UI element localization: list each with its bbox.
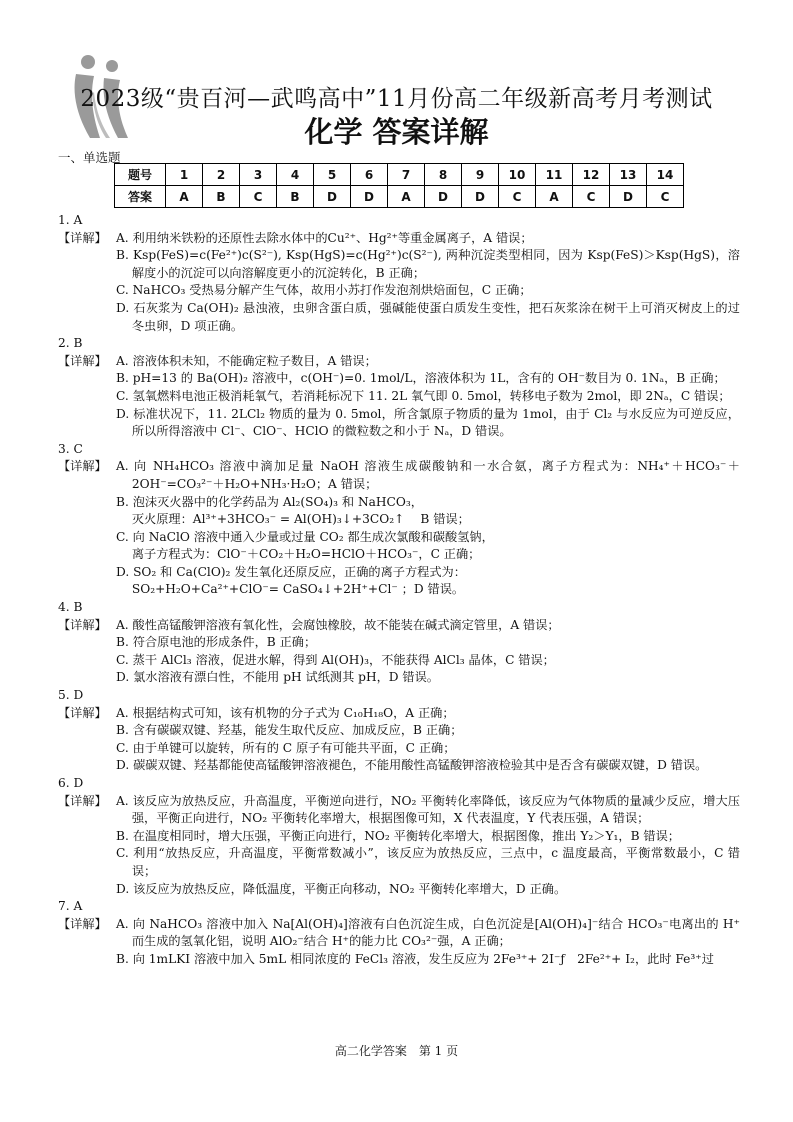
explanation-option: A. 酸性高锰酸钾溶液有氧化性，会腐蚀橡胶，故不能装在碱式滴定管里，A 错误； [116,617,560,632]
explanations [58,212,740,969]
indent-spacer [58,388,116,406]
explanation-row [58,828,740,846]
answer-cell: C [499,186,536,208]
indent-spacer [58,828,116,846]
explanation-row [58,353,740,371]
answer-table-row-label: 题号 [115,164,166,186]
explanation-option: B. 泡沫灭火器中的化学药品为 Al₂(SO₄)₃ 和 NaHCO₃， 灭火原理：Al³⁺+3HCO₃⁻ = Al(OH)₃↓+3CO₂↑ B 错误； [116,494,470,527]
indent-spacer [58,652,116,670]
explanation-option: B. pH=13 的 Ba(OH)₂ 溶液中，c(OH⁻)=0. 1mol/L，溶液体积为 1L，含有的 OH⁻数目为 0. 1Nₐ，B 正确； [116,371,726,386]
indent-spacer [58,564,116,599]
question-number-cell: 2 [203,164,240,186]
explanation-option: A. 向 NaHCO₃ 溶液中加入 Na[Al(OH)₄]溶液有白色沉淀生成，白色沉淀是[Al(OH)₄]⁻结合 HCO₃⁻电离出的 H⁺而生成的氢氧化铝，说明 AlO₂⁻结合 H⁺的能力比 CO₃²⁻强，A 正确； [116,916,740,949]
question-number-cell: 14 [647,164,684,186]
explanation-option: B. 含有碳碳双键、羟基，能发生取代反应、加成反应，B 正确； [116,723,463,738]
question-number-cell: 13 [610,164,647,186]
answer-cell: A [166,186,203,208]
explanation-option: A. 利用纳米铁粉的还原性去除水体中的Cu²⁺、Hg²⁺等重金属离子，A 错误； [116,230,533,245]
detail-tag: 【详解】 [58,617,107,632]
indent-spacer [58,634,116,652]
explanation-row [58,406,740,441]
explanation-option: A. 溶液体积未知，不能确定粒子数目，A 错误； [116,353,377,368]
detail-tag: 【详解】 [58,230,107,245]
question-answer-heading: 3. C [58,441,83,456]
detail-tag: 【详解】 [58,793,107,808]
answer-table [114,163,684,208]
explanation-row [58,617,740,635]
question-answer-heading: 4. B [58,600,83,615]
answer-table-row-label: 答案 [115,186,166,208]
answer-cell: A [536,186,573,208]
explanation-option: B. 符合原电池的形成条件，B 正确； [116,635,317,650]
explanation-row [58,458,740,493]
answer-table-answer-row [115,186,684,208]
indent-spacer [58,951,116,969]
indent-spacer [58,881,116,899]
explanation-option: C. 利用“放热反应，升高温度，平衡常数减小”，该反应为放热反应，三点中，c 温度最高，平衡常数最小，C 错误； [116,846,740,878]
explanation-row [58,757,740,775]
detail-tag: 【详解】 [58,353,107,368]
question-number-cell: 1 [166,164,203,186]
explanation-row [58,669,740,687]
question-answer-heading: 6. D [58,776,84,790]
answer-cell: B [203,186,240,208]
explanation-row [58,793,740,828]
explanation-row [58,916,740,951]
explanation-row [58,247,740,282]
indent-spacer [58,370,116,388]
question-number-cell: 10 [499,164,536,186]
indent-spacer [58,282,116,300]
explanation-option: D. 石灰浆为 Ca(OH)₂ 悬浊液，虫卵含蛋白质，强碱能使蛋白质发生变性，把石灰浆涂在树干上可消灭树皮上的过冬虫卵，D 项正确。 [116,300,740,333]
indent-spacer [58,757,116,775]
indent-spacer [58,300,116,335]
question-number-cell: 4 [277,164,314,186]
answer-cell: D [314,186,351,208]
explanation-row [58,282,740,300]
explanation-row [58,845,740,880]
explanation-row [58,740,740,758]
answer-cell: A [388,186,425,208]
question-number-cell: 6 [351,164,388,186]
answer-cell: D [462,186,499,208]
explanation-row [58,529,740,564]
answer-table-number-row [115,164,684,186]
explanation-row [58,881,740,899]
question-number-cell: 3 [240,164,277,186]
explanation-row [58,388,740,406]
explanation-row [58,494,740,529]
explanation-option: D. SO₂ 和 Ca(ClO)₂ 发生氧化还原反应，正确的离子方程式为： SO₂+H₂O+Ca²⁺+ClO⁻= CaSO₄↓+2H⁺+Cl⁻ ；D 错误。 [116,564,466,597]
explanation-option: D. 氯水溶液有漂白性，不能用 pH 试纸测其 pH，D 错误。 [116,670,439,685]
explanation-option: C. 氢氧燃料电池正极消耗氧气，若消耗标况下 11. 2L 氧气即 0. 5mol，转移电子数为 2mol，即 2Nₐ，C 错误； [116,388,731,403]
document-title: 2023级“贵百河—武鸣高中”11月份高二年级新高考月考测试 [80,86,713,112]
page-footer: 高二化学答案 第 1 页 [334,1044,459,1058]
answer-cell: D [610,186,647,208]
explanation-option: B. 在温度相同时，增大压强，平衡正向进行，NO₂ 平衡转化率增大，根据图像，推出 Y₂＞Y₁，B 错误； [116,828,680,843]
explanation-option: A. 向 NH₄HCO₃ 溶液中滴加足量 NaOH 溶液生成碳酸钠和一水合氨，离子方程式为：NH₄⁺＋HCO₃⁻＋2OH⁻=CO₃²⁻＋H₂O+NH₃·H₂O；A 错误； [116,459,740,491]
explanation-option: C. 向 NaClO 溶液中通入少量或过量 CO₂ 都生成次氯酸和碳酸氢钠， 离子方程式为：ClO⁻＋CO₂＋H₂O=HClO＋HCO₃⁻，C 正确； [116,529,494,562]
explanation-option: D. 碳碳双键、羟基都能使高锰酸钾溶液褪色，不能用酸性高锰酸钾溶液检验其中是否含有碳碳双键，D 错误。 [116,758,708,773]
explanation-row [58,652,740,670]
explanation-option: B. 向 1mLKI 溶液中加入 5mL 相同浓度的 FeCl₃ 溶液，发生反应为 2Fe³⁺+ 2I⁻ƒ 2Fe²⁺+ I₂，此时 Fe³⁺过 [116,951,714,966]
indent-spacer [58,247,116,282]
answer-cell: B [277,186,314,208]
question-number-cell: 11 [536,164,573,186]
detail-tag: 【详解】 [58,705,107,720]
explanation-row [58,705,740,723]
explanation-option: A. 该反应为放热反应，升高温度，平衡逆向进行，NO₂ 平衡转化率降低，该反应为气体物质的量减少反应，增大压强，平衡正向进行，NO₂ 平衡转化率增大，根据图像可知，X 代表温度，Y 代表压强，A 错误； [116,793,740,826]
explanation-option: D. 标准状况下，11. 2LCl₂ 物质的量为 0. 5mol，所含氯原子物质的量为 1mol，由于 Cl₂ 与水反应为可逆反应，所以所得溶液中 Cl⁻、ClO⁻、HClO 的微粒数之和小于 Nₐ，D 错误。 [116,406,740,439]
question-number-cell: 5 [314,164,351,186]
answer-cell: D [351,186,388,208]
explanation-option: C. NaHCO₃ 受热易分解产生气体，故用小苏打作发泡剂烘焙面包，C 正确； [116,283,532,298]
indent-spacer [58,722,116,740]
detail-tag: 【详解】 [58,459,107,474]
document-subtitle: 化学 答案详解 [304,115,489,149]
answer-cell: C [647,186,684,208]
question-answer-heading: 1. A [58,213,83,227]
explanation-row [58,370,740,388]
answer-cell: D [425,186,462,208]
question-answer-heading: 2. B [58,336,83,351]
explanation-row [58,230,740,248]
section-heading: 一、单选题 [58,150,121,165]
question-number-cell: 7 [388,164,425,186]
question-number-cell: 12 [573,164,610,186]
indent-spacer [58,406,116,441]
explanation-row [58,722,740,740]
answer-cell: C [573,186,610,208]
indent-spacer [58,494,116,529]
indent-spacer [58,669,116,687]
question-number-cell: 8 [425,164,462,186]
question-answer-heading: 7. A [58,899,83,914]
explanation-option: C. 由于单键可以旋转，所有的 C 原子有可能共平面，C 正确； [116,740,456,755]
explanation-row [58,300,740,335]
indent-spacer [58,845,116,880]
question-number-cell: 9 [462,164,499,186]
indent-spacer [58,529,116,564]
explanation-option: D. 该反应为放热反应，降低温度，平衡正向移动，NO₂ 平衡转化率增大，D 正确。 [116,881,567,896]
explanation-option: C. 蒸干 AlCl₃ 溶液，促进水解，得到 Al(OH)₃，不能获得 AlCl₃ 晶体，C 错误； [116,652,555,667]
detail-tag: 【详解】 [58,916,107,931]
explanation-row [58,634,740,652]
answer-cell: C [240,186,277,208]
indent-spacer [58,740,116,758]
explanation-option: B. Ksp(FeS)=c(Fe²⁺)c(S²⁻), Ksp(HgS)=c(Hg²⁺)c(S²⁻), 两种沉淀类型相同，因为 Ksp(FeS)＞Ksp(HgS)，溶解度小的沉淀可以向溶解度更小的沉淀转化，B 正确； [116,248,740,280]
explanation-option: A. 根据结构式可知，该有机物的分子式为 C₁₀H₁₈O，A 正确； [116,705,455,720]
explanation-row [58,951,740,969]
question-answer-heading: 5. D [58,688,84,703]
explanation-row [58,564,740,599]
